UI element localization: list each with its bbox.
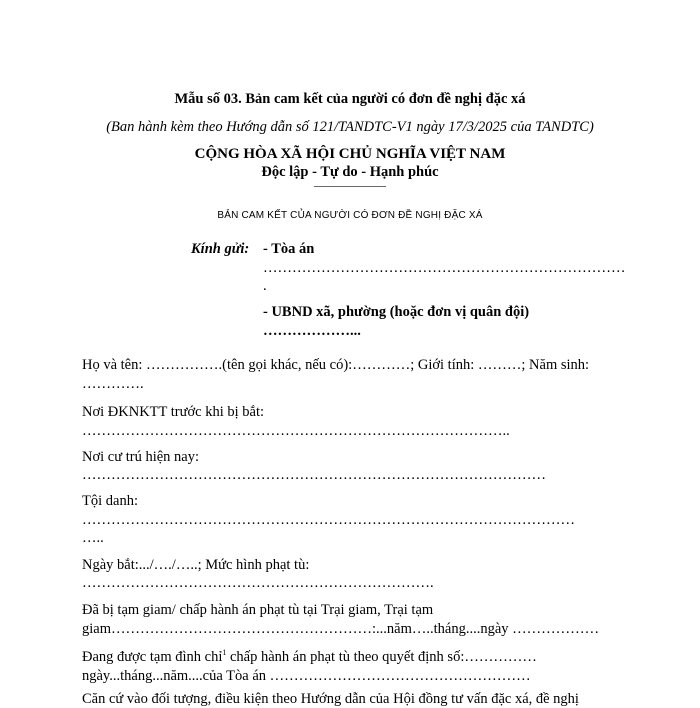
form-number-title: Mẫu số 03. Bản cam kết của người có đơn đề nghị đặc xá <box>174 91 526 107</box>
arrest-sentence-dots: ………………………………………………………………. <box>82 575 434 591</box>
suspension-line-1: Đang được tạm đình chỉ$^1$ chấp hành án phạt tù theo quyết định số:…………… <box>82 648 537 665</box>
crime-dots-end: ….. <box>82 530 104 546</box>
crime-label: Tội danh: <box>82 493 138 509</box>
recipient-court: - Tòa án <box>263 241 315 257</box>
recipient-commune-dots: ………………... <box>263 323 361 339</box>
current-residence-dots: …………………………………………………………………………………… <box>82 467 546 483</box>
issuance-note: (Ban hành kèm theo Hướng dẫn số 121/TANDTC-V1 ngày 17/3/2025 của TANDTC) <box>106 119 594 135</box>
national-title: CỘNG HÒA XÃ HỘI CHỦ NGHĨA VIỆT NAM <box>194 146 506 162</box>
recipient-court-dots-end: . <box>263 278 267 294</box>
footnote-marker: 1 <box>222 648 227 658</box>
personal-info-line-1: Họ và tên: …………….(tên gọi khác, nếu có):…………; Giới tính: ………; Năm sinh: <box>82 357 590 373</box>
arrest-date-sentence: Ngày bắt:.../…./…..; Mức hình phạt tù: <box>82 557 310 573</box>
recipient-commune: - UBND xã, phường (hoặc đơn vị quân đội) <box>263 304 530 320</box>
suspension-line-2: ngày...tháng...năm....của Tòa án ……………………………………………… <box>82 668 531 684</box>
personal-info-line-2: …………. <box>82 376 144 392</box>
motto-underline: —————— <box>314 178 386 192</box>
residence-before-arrest-label: Nơi ĐKNKTT trước khi bị bắt: <box>82 404 265 420</box>
recipient-court-dots: ………………………………………………………………… <box>263 260 626 276</box>
recipient-label: Kính gửi: <box>191 241 250 257</box>
basis-line-cutoff: Căn cứ vào đối tượng, điều kiện theo Hướng dẫn của Hội đồng tư vấn đặc xá, đề nghị <box>82 691 579 707</box>
residence-before-arrest-dots: …………………………………………………………………………….. <box>82 423 510 439</box>
national-motto: Độc lập - Tự do - Hạnh phúc <box>261 164 439 180</box>
detention-line-2: giam………………………………………………:...năm…..tháng....ngày ……………… <box>82 621 600 637</box>
crime-dots: ………………………………………………………………………………………… <box>82 512 575 528</box>
detention-line-1: Đã bị tạm giam/ chấp hành án phạt tù tại Trại giam, Trại tạm <box>82 602 434 618</box>
current-residence-label: Nơi cư trú hiện nay: <box>82 449 199 465</box>
document-title: BẢN CAM KẾT CỦA NGƯỜI CÓ ĐƠN ĐỀ NGHỊ ĐẶC XÁ <box>217 210 483 221</box>
